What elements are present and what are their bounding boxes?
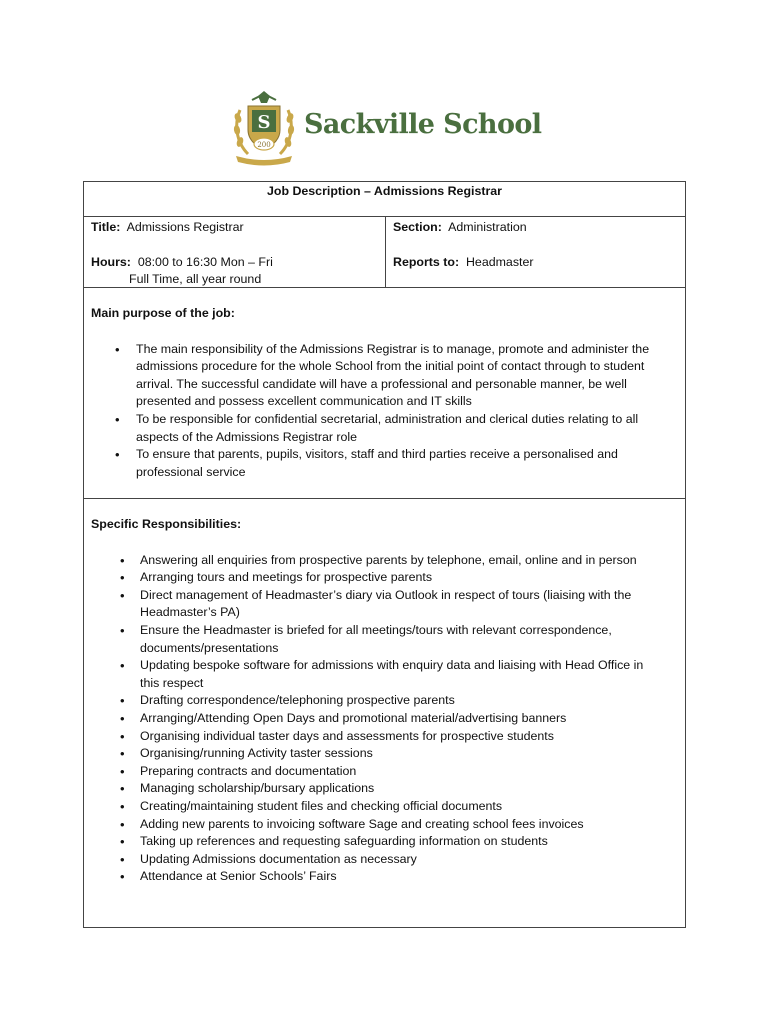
list-item-line: admissions procedure for the whole School from the initial point of contact through to student xyxy=(136,359,645,374)
specific-responsibilities-heading: Specific Responsibilities: xyxy=(91,517,242,531)
list-item-line: • Drafting correspondence/telephoning prospective parents xyxy=(140,693,455,708)
list-item xyxy=(91,833,678,851)
reports-to-value: Headmaster xyxy=(465,254,534,269)
reports-to-label: Reports to: xyxy=(393,254,460,269)
list-item xyxy=(91,745,678,763)
job-info-left xyxy=(84,217,386,287)
list-item xyxy=(91,657,678,692)
list-item-line: • Organising individual taster days and assessments for prospective students xyxy=(140,728,554,743)
list-item xyxy=(91,851,678,869)
list-item-line: • Updating Admissions documentation as necessary xyxy=(140,851,417,866)
list-item xyxy=(91,569,678,587)
school-crest-icon xyxy=(232,90,296,168)
table-title-row xyxy=(84,182,685,217)
main-purpose-section xyxy=(84,288,685,499)
list-item-line: • Arranging/Attending Open Days and promotional material/advertising banners xyxy=(140,710,567,725)
list-item xyxy=(91,587,678,622)
list-item-line: • Attendance at Senior Schools’ Fairs xyxy=(140,869,337,884)
list-item xyxy=(91,692,678,710)
hours-label: Hours: xyxy=(91,254,131,269)
school-name: Sackville School xyxy=(304,109,542,140)
list-item-line: • Taking up references and requesting safeguarding information on students xyxy=(140,834,548,849)
list-item-line: professional service xyxy=(136,464,246,479)
list-item-line: Headmaster’s PA) xyxy=(140,605,240,620)
list-item-line: • Answering all enquiries from prospective parents by telephone, email, online and in person xyxy=(140,552,637,567)
list-item xyxy=(91,341,678,411)
list-item-line: • Updating bespoke software for admissions with enquiry data and liaising with Head Office in xyxy=(140,658,644,673)
list-item xyxy=(91,411,678,446)
list-item xyxy=(91,868,678,886)
list-item xyxy=(91,710,678,728)
list-item xyxy=(91,446,678,481)
school-logo xyxy=(232,90,542,168)
list-item xyxy=(91,798,678,816)
document-title: Job Description – Admissions Registrar xyxy=(266,184,503,198)
specific-responsibilities-section xyxy=(84,499,685,927)
job-description-table xyxy=(83,181,686,928)
list-item-line: arrival. The successful candidate will have a professional and personable manner, be well xyxy=(136,376,627,391)
specific-responsibilities-list xyxy=(91,552,678,886)
main-purpose-list xyxy=(91,341,678,482)
list-item xyxy=(91,552,678,570)
title-value: Admissions Registrar xyxy=(126,220,244,234)
list-item-line: • Adding new parents to invoicing software Sage and creating school fees invoices xyxy=(140,816,584,831)
section-label: Section: xyxy=(393,220,442,234)
list-item xyxy=(91,622,678,657)
list-item-line: • Preparing contracts and documentation xyxy=(140,763,357,778)
list-item-line: documents/presentations xyxy=(140,640,279,655)
svg-text:S: S xyxy=(257,112,271,133)
list-item-line: • Direct management of Headmaster’s diary via Outlook in respect of tours (liaising with the xyxy=(140,587,632,602)
title-label: Title: xyxy=(91,220,121,234)
job-info-row xyxy=(84,217,685,288)
list-item xyxy=(91,816,678,834)
list-item-line: • Ensure the Headmaster is briefed for all meetings/tours with relevant correspondence, xyxy=(140,622,612,637)
list-item-line: • To ensure that parents, pupils, visitors, staff and third parties receive a personalised and xyxy=(136,447,618,462)
list-item-line: • The main responsibility of the Admissions Registrar is to manage, promote and administer the xyxy=(136,341,650,356)
list-item-line: aspects of the Admissions Registrar role xyxy=(136,429,358,444)
main-purpose-heading: Main purpose of the job: xyxy=(91,306,235,320)
list-item xyxy=(91,728,678,746)
crest-year: 200 xyxy=(257,141,271,149)
section-value: Administration xyxy=(448,220,527,234)
list-item xyxy=(91,780,678,798)
list-item-line: • Arranging tours and meetings for prospective parents xyxy=(140,570,433,585)
hours-value: 08:00 to 16:30 Mon – Fri xyxy=(137,254,273,269)
list-item-line: • Organising/running Activity taster sessions xyxy=(140,746,373,761)
list-item xyxy=(91,763,678,781)
job-info-right xyxy=(386,217,685,287)
hours-value-detail: Full Time, all year round xyxy=(129,272,262,287)
list-item-line: presented and possess excellent communication and IT skills xyxy=(136,394,472,409)
list-item-line: • Creating/maintaining student files and checking official documents xyxy=(140,798,503,813)
list-item-line: • To be responsible for confidential secretarial, administration and clerical duties relating to all xyxy=(136,411,639,426)
list-item-line: • Managing scholarship/bursary applications xyxy=(140,781,375,796)
list-item-line: this respect xyxy=(140,675,204,690)
